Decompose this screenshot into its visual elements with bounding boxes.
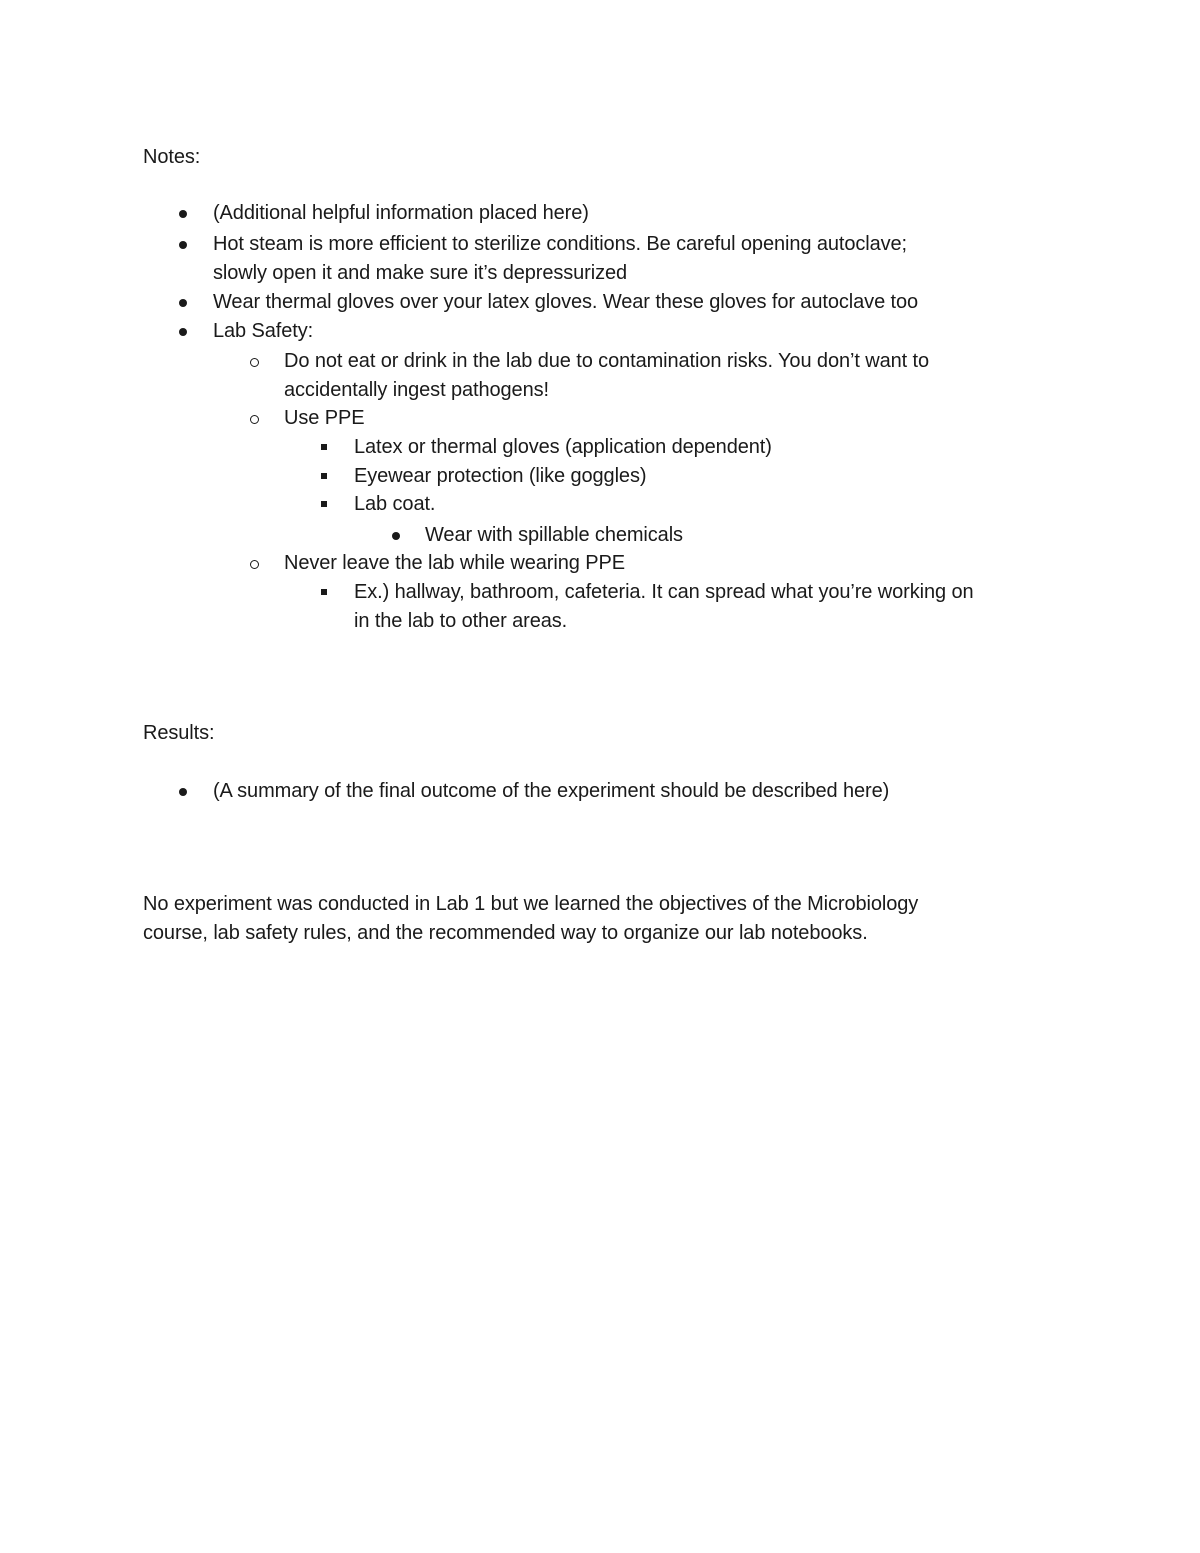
square-bullet-icon [321,462,327,479]
conclusion-line-2: course, lab safety rules, and the recommended way to organize our lab notebooks. [143,922,868,944]
notes-item-3: Wear thermal gloves over your latex gloves. Wear these gloves for autoclave too [213,291,919,313]
eat-drink-line-1: Do not eat or drink in the lab due to contamination risks. You don’t want to [284,350,930,372]
conclusion-line-1: No experiment was conducted in Lab 1 but we learned the objectives of the Microbiology [143,893,919,915]
square-bullet-icon [321,490,327,507]
notes-heading: Notes: [143,146,201,168]
never-leave: Never leave the lab while wearing PPE [284,552,625,574]
ppe-item-eyewear: Eyewear protection (like goggles) [354,465,647,487]
disc-bullet-icon [179,230,187,249]
disc-bullet-icon [392,521,400,540]
results-heading: Results: [143,722,215,744]
disc-bullet-icon [179,777,187,796]
lab-coat-note: Wear with spillable chemicals [425,524,683,546]
eat-drink-line-2: accidentally ingest pathogens! [284,379,549,401]
circle-bullet-icon [250,404,259,424]
ppe-item-lab-coat: Lab coat. [354,493,436,515]
disc-bullet-icon [179,288,187,307]
example-line-2: in the lab to other areas. [354,610,568,632]
square-bullet-icon [321,578,327,595]
use-ppe: Use PPE [284,407,365,429]
notes-item-1: (Additional helpful information placed here) [213,202,589,224]
notes-item-4: Lab Safety: [213,320,314,342]
notes-item-2-line-1: Hot steam is more efficient to sterilize conditions. Be careful opening autoclave; [213,233,908,255]
circle-bullet-icon [250,549,259,569]
square-bullet-icon [321,433,327,450]
disc-bullet-icon [179,199,187,218]
notes-item-2-line-2: slowly open it and make sure it’s depressurized [213,262,628,284]
results-item-1: (A summary of the final outcome of the experiment should be described here) [213,780,890,802]
ppe-item-gloves: Latex or thermal gloves (application dependent) [354,436,772,458]
circle-bullet-icon [250,347,259,367]
example-line-1: Ex.) hallway, bathroom, cafeteria. It can spread what you’re working on [354,581,974,603]
disc-bullet-icon [179,317,187,336]
